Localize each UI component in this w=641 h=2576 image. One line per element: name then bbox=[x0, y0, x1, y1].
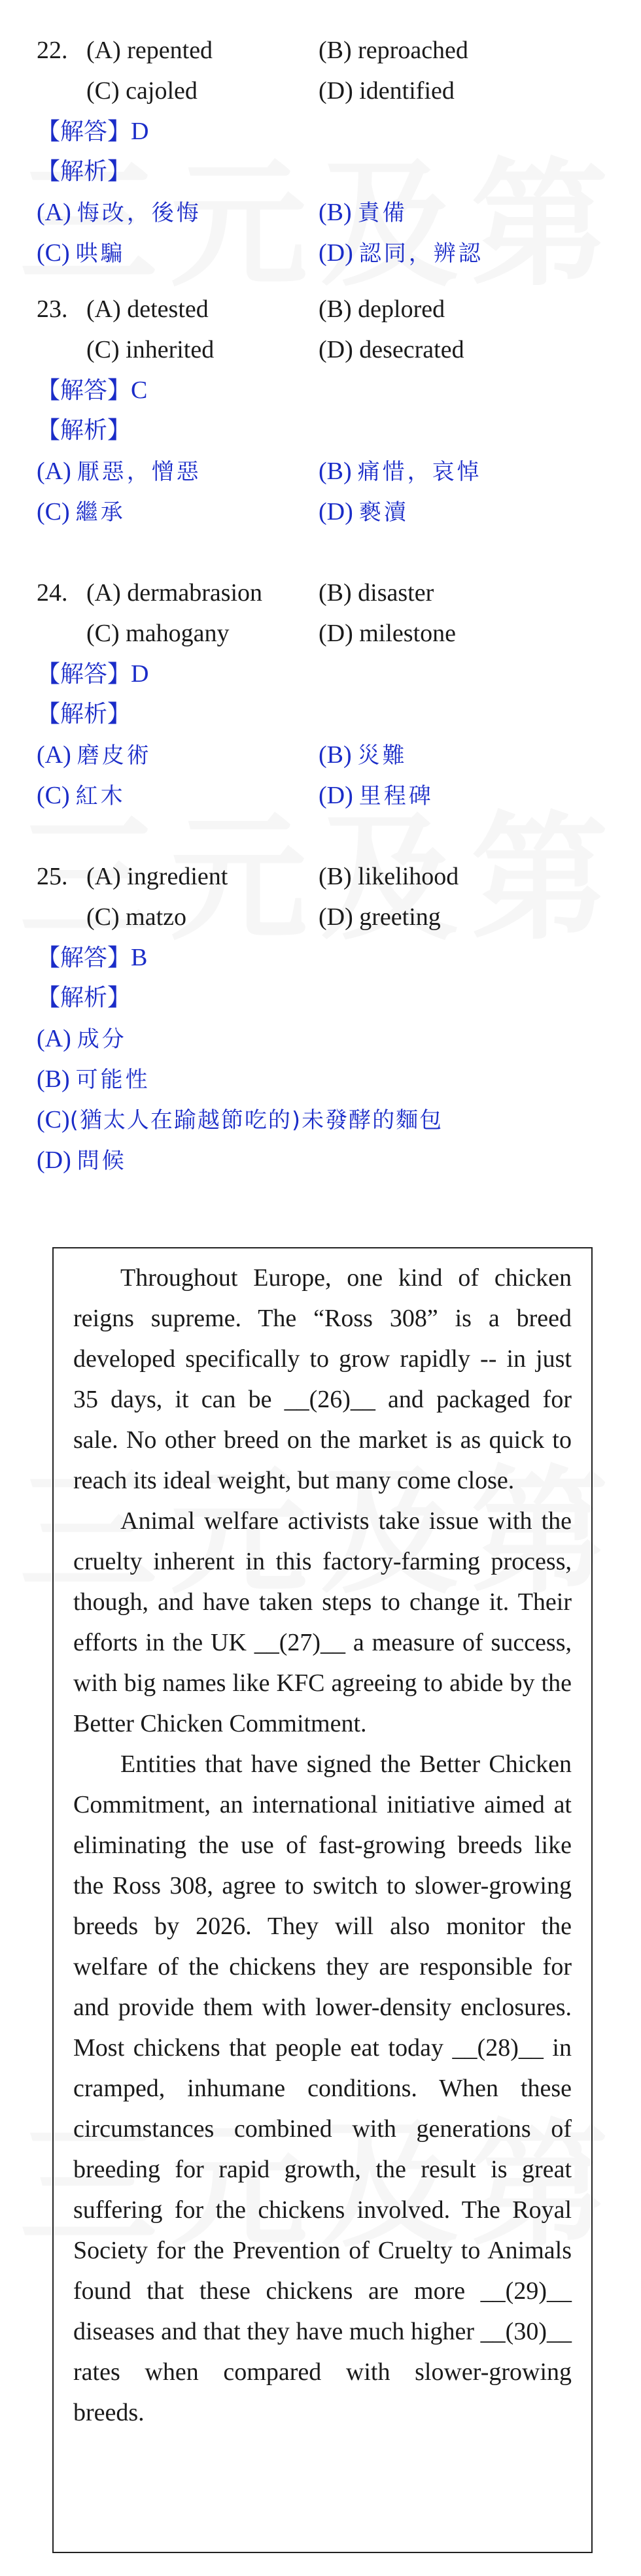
definition-c: (C) 紅木 bbox=[37, 782, 126, 809]
answer-value: D bbox=[131, 118, 149, 145]
definition-a: (A) 磨皮術 bbox=[37, 741, 152, 769]
answer-value: B bbox=[131, 944, 148, 971]
answer-label: 【解答】 bbox=[37, 945, 131, 971]
definition-c: (C)(猶太人在踰越節吃的)未發酵的麵包 bbox=[37, 1106, 443, 1133]
option-d: (D) milestone bbox=[319, 620, 457, 647]
option-d: (D) greeting bbox=[319, 903, 441, 931]
definition-b: (B) 可能性 bbox=[37, 1065, 150, 1093]
answer-label: 【解答】 bbox=[37, 661, 131, 688]
definition-b: (B) 責備 bbox=[319, 199, 407, 226]
analysis-label: 【解析】 bbox=[37, 417, 131, 444]
option-a: (A) repented bbox=[86, 37, 213, 64]
answer-value: C bbox=[131, 376, 148, 404]
question-number: 25. bbox=[37, 863, 68, 890]
definition-a: (A) 厭惡，憎惡 bbox=[37, 458, 201, 485]
passage-paragraph-2: Animal welfare activists take issue with the cruelty inherent in this factory-farming process, though, and have taken steps to change it. Their efforts in the UK __(27)__ a measure of success, with big names like KFC agreeing to abide by the Better Chicken Commitment. bbox=[73, 1507, 572, 1737]
answer-line bbox=[37, 937, 612, 978]
option-b: (B) disaster bbox=[319, 579, 434, 607]
answer-value: D bbox=[131, 660, 149, 688]
definition-a: (A) 成分 bbox=[37, 1025, 127, 1052]
option-a: (A) dermabrasion bbox=[86, 579, 263, 607]
question-number: 22. bbox=[37, 37, 68, 64]
option-b: (B) likelihood bbox=[319, 863, 459, 890]
answer-line bbox=[37, 654, 612, 694]
question-25 bbox=[37, 856, 612, 1180]
definition-d: (D) 認同，辨認 bbox=[319, 239, 483, 267]
definition-b: (B) 災難 bbox=[319, 741, 407, 769]
definition-c: (C) 哄騙 bbox=[37, 239, 126, 267]
answer-sheet bbox=[0, 0, 612, 1180]
question-24 bbox=[37, 573, 612, 816]
passage-paragraph-3: Entities that have signed the Better Chicken Commitment, an international initiative aimed at eliminating the use of fast-growing breeds like the Ross 308, agree to switch to slower-growing breeds by 2026. They will also monitor the welfare of the chickens they are responsible for and provide them with lower-density enclosures. Most chickens that people eat today __(28)__ in cramped, inhumane conditions. When these circumstances combined with generations of breeding for rapid growth, the result is great suffering for the chickens involved. The Royal Society for the Prevention of Cruelty to Animals found that these chickens are more __(29)__ diseases and that they have much higher __(30)__ rates when compared with slower-growing breeds. bbox=[73, 1750, 572, 2426]
answer-line bbox=[37, 370, 612, 410]
option-b: (B) deplored bbox=[319, 295, 445, 323]
answer-line bbox=[37, 111, 612, 152]
passage-paragraph-1: Throughout Europe, one kind of chicken reigns supreme. The “Ross 308” is a breed developed specifically to grow rapidly -- in just 35 days, it can be __(26)__ and packaged for sale. No other breed on the market is as quick to reach its ideal weight, but many come close. bbox=[73, 1264, 572, 1494]
definition-a: (A) 悔改，後悔 bbox=[37, 199, 201, 226]
definition-d: (D) 褻瀆 bbox=[319, 498, 409, 526]
definition-c: (C) 繼承 bbox=[37, 498, 126, 526]
option-c: (C) mahogany bbox=[86, 620, 230, 647]
answer-label: 【解答】 bbox=[37, 377, 131, 404]
analysis-label: 【解析】 bbox=[37, 158, 131, 185]
definition-b: (B) 痛惜，哀悼 bbox=[319, 458, 482, 485]
option-a: (A) ingredient bbox=[86, 863, 228, 890]
definition-d: (D) 問候 bbox=[37, 1146, 127, 1174]
question-23 bbox=[37, 289, 612, 532]
option-a: (A) detested bbox=[86, 295, 209, 323]
definition-d: (D) 里程碑 bbox=[319, 782, 434, 809]
answer-label: 【解答】 bbox=[37, 118, 131, 145]
analysis-label: 【解析】 bbox=[37, 984, 131, 1011]
question-number: 24. bbox=[37, 579, 68, 607]
option-d: (D) desecrated bbox=[319, 336, 464, 363]
option-c: (C) cajoled bbox=[86, 77, 198, 105]
question-22 bbox=[37, 30, 612, 273]
option-c: (C) matzo bbox=[86, 903, 187, 931]
reading-passage bbox=[52, 1247, 593, 2553]
option-c: (C) inherited bbox=[86, 336, 215, 363]
option-d: (D) identified bbox=[319, 77, 455, 105]
analysis-label: 【解析】 bbox=[37, 701, 131, 728]
question-number: 23. bbox=[37, 295, 68, 323]
option-b: (B) reproached bbox=[319, 37, 468, 64]
